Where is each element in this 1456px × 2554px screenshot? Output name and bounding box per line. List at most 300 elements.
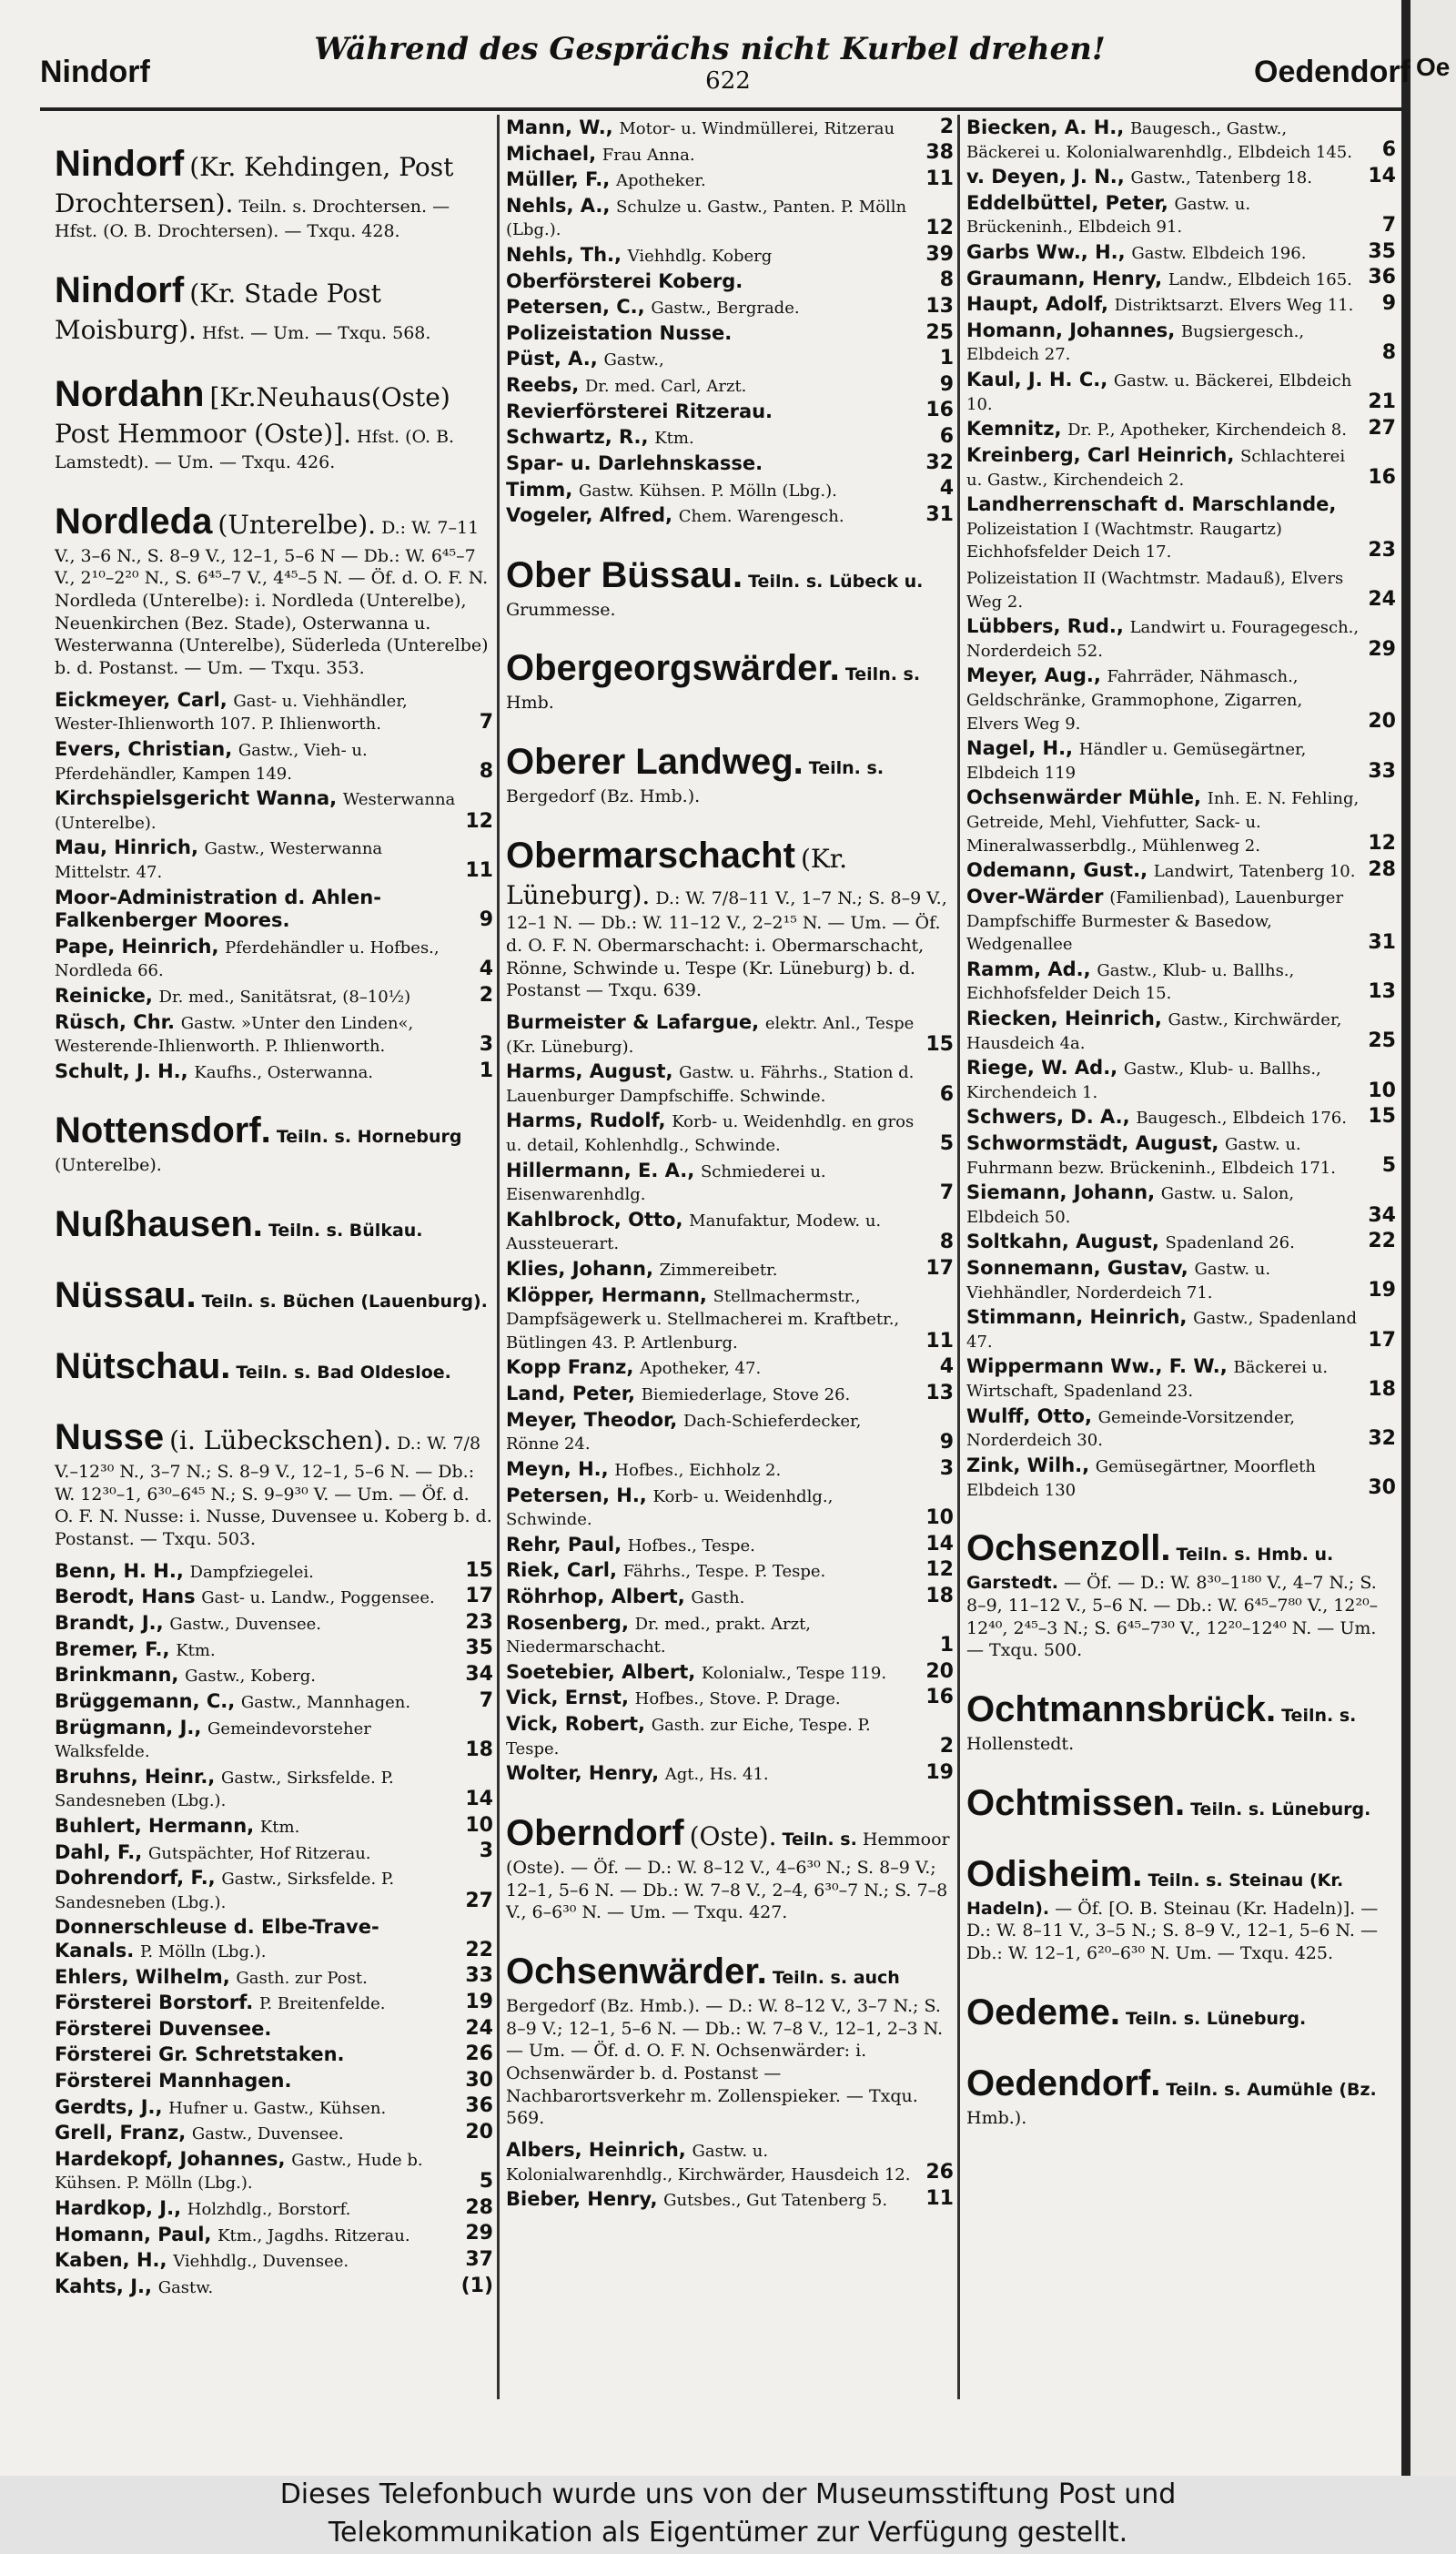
subscriber-name: Homann, Paul,	[55, 2223, 212, 2245]
subscriber-name: Lübbers, Rud.,	[966, 615, 1124, 638]
subscriber-entry	[55, 787, 493, 834]
phone-number: 22	[1368, 1230, 1396, 1253]
column-1	[55, 117, 493, 2302]
subscriber-details: Gemeindevorsteher Walksfelde.	[55, 1718, 371, 1762]
subscriber-name: Wolter, Henry,	[506, 1762, 660, 1785]
subscriber-entry	[966, 615, 1396, 662]
subscriber-name: Haupt, Adolf,	[966, 293, 1108, 316]
subscriber-entry	[966, 444, 1396, 491]
subscriber-name: Nehls, Th.,	[506, 244, 622, 267]
phone-number: 15	[465, 1558, 493, 1582]
subscriber-entry	[55, 1815, 493, 1839]
subscriber-name: Klies, Johann,	[506, 1258, 653, 1281]
subscriber-name: Oberförsterei Koberg.	[506, 269, 743, 292]
place-details: — Öf. — D.: W. 8³⁰–1¹⁸⁰ V., 4–7 N.; S. 8–9, 11–12 V., 5–6 N. — Db.: W. 6⁴⁵–7⁸⁰ V., 12²⁰–12⁴⁰, 2⁴⁵–3 N.; S. 6⁴⁵–7³⁰ V., 12²⁰–12⁴⁰ N. — Um. — Txqu. 500.	[966, 1573, 1379, 1661]
subscriber-name: Hardkop, J.,	[55, 2197, 182, 2220]
subscriber-entry	[966, 1405, 1396, 1452]
phone-number: 7	[1381, 214, 1396, 238]
subscriber-entry	[55, 1766, 493, 1812]
place-reference: Teiln. s.	[808, 758, 885, 779]
subscriber-name: Kopp Franz,	[506, 1356, 634, 1379]
subscriber-name: Kaben, H.,	[55, 2249, 167, 2272]
subscriber-details: Gastw., Vieh- u. Pferdehändler, Kampen 149.	[55, 740, 368, 784]
subscriber-name: Kreinberg, Carl Heinrich,	[966, 443, 1235, 466]
place-name: Nusse	[55, 1417, 165, 1458]
subscriber-entry	[55, 689, 493, 735]
subscriber-details: Biemiederlage, Stove 26.	[641, 1385, 851, 1405]
place-name: Oedeme.	[966, 1992, 1120, 2032]
subscriber-name: Landherrenschaft d. Marschlande,	[966, 493, 1337, 516]
subscriber-name: Wulff, Otto,	[966, 1404, 1092, 1427]
phone-number: 10	[1368, 1079, 1396, 1102]
phone-number: 31	[925, 502, 954, 526]
subscriber-entry	[966, 117, 1396, 163]
phone-number: 28	[1368, 858, 1396, 882]
phone-number: 29	[465, 2222, 493, 2245]
place-details: Grummesse.	[506, 599, 616, 620]
next-page-edge-label: Oe	[1416, 53, 1451, 81]
subscriber-details: Kaufhs., Osterwanna.	[194, 1062, 374, 1082]
place-reference: Teiln. s. auch	[772, 1967, 900, 1988]
subscriber-entry	[55, 1916, 493, 1962]
subscriber-entry	[506, 1687, 954, 1710]
subscriber-name: Bremer, F.,	[55, 1637, 170, 1660]
place-name: Ochsenwärder.	[506, 1951, 767, 1992]
subscriber-details: Gastw. u. Kolonialwarenhdlg., Kirchwärder, Hausdeich 12.	[506, 2142, 911, 2184]
subscriber-details: Gast- u. Viehhändler, Wester-Ihlienworth 107. P. Ihlienworth.	[55, 691, 408, 735]
subscriber-details: Apotheker, 47.	[640, 1359, 762, 1379]
phone-number: 19	[1368, 1279, 1396, 1302]
phone-number: 12	[465, 809, 493, 833]
place-name: Nütschau.	[55, 1346, 231, 1387]
place-details: Bergedorf (Bz. Hmb.). — D.: W. 8–12 V., 3–7 N.; S. 8–9 V.; 12–1, 5–6 N. — Db.: W. 7–8 V., 12–1, 2–3 N. — Um. — Öf. d. O. F. N. Ochsenwärder: i. Ochsenwärder b. d. Postanst — Nachbarortsverkehr m. Zollenspieker. — Txqu. 569.	[506, 1995, 944, 2129]
place-name: Nordahn	[55, 374, 205, 415]
phone-number: 8	[939, 269, 954, 292]
subscriber-name: Riege, W. Ad.,	[966, 1057, 1118, 1079]
phone-number: 18	[925, 1584, 954, 1607]
place-heading	[966, 1850, 1396, 1965]
phone-number: 3	[939, 1456, 954, 1480]
phone-number: 6	[939, 425, 954, 449]
place-reference: Teiln. s.	[1281, 1705, 1357, 1726]
phone-number: 3	[479, 1032, 493, 1056]
subscriber-entry	[966, 192, 1396, 238]
place-reference: Teiln. s. Lüneburg.	[1190, 1799, 1371, 1819]
subscriber-name: Eddelbüttel, Peter,	[966, 191, 1168, 214]
subscriber-details: Gastw., Mannhagen.	[240, 1692, 411, 1712]
place-heading	[506, 1809, 954, 1924]
subscriber-entry	[506, 1586, 954, 1609]
subscriber-name: Schwormstädt, August,	[966, 1131, 1219, 1154]
phone-number: 23	[1368, 539, 1396, 562]
subscriber-entry	[506, 117, 954, 140]
subscriber-details: Gastw.	[157, 2277, 214, 2297]
phone-number: 32	[1368, 1427, 1396, 1451]
subscriber-details: Dr. med., prakt. Arzt, Niedermarschacht.	[506, 1614, 812, 1657]
footer-credit	[0, 2476, 1456, 2554]
subscriber-name: Mau, Hinrich,	[55, 836, 198, 859]
subscriber-entry	[506, 1160, 954, 1206]
subscriber-details: Baugesch., Gastw., Bäckerei u. Kolonialwarenhdlg., Elbdeich 145.	[966, 119, 1352, 162]
header-left-keyword: Nindorf	[40, 55, 150, 89]
subscriber-details: P. Mölln (Lbg.).	[139, 1942, 267, 1961]
subscriber-details: Gemeinde-Vorsitzender, Norderdeich 30.	[966, 1407, 1295, 1451]
subscriber-entry	[506, 1383, 954, 1406]
place-name: Nindorf	[55, 144, 185, 184]
place-heading	[966, 1989, 1396, 2036]
phone-number: 4	[939, 477, 954, 501]
subscriber-entry	[55, 2070, 493, 2093]
subscriber-entry	[966, 166, 1396, 189]
phone-number: 27	[1368, 417, 1396, 441]
place-district: (Unterelbe).	[217, 509, 377, 540]
phone-number: 4	[479, 958, 493, 981]
header-notice: Während des Gesprächs nicht Kurbel drehen!	[314, 31, 1106, 67]
subscriber-entry	[506, 479, 954, 502]
subscriber-entry	[506, 1485, 954, 1531]
subscriber-name: Rosenberg,	[506, 1611, 629, 1634]
place-heading	[966, 1779, 1396, 1827]
subscriber-entry	[506, 195, 954, 241]
subscriber-details: Agt., Hs. 41.	[664, 1765, 769, 1785]
subscriber-entry	[506, 452, 954, 476]
subscriber-details: Gastw. »Unter den Linden«, Westerende-Ihlienworth. P. Ihlienworth.	[55, 1013, 414, 1057]
subscriber-details: Dr. P., Apotheker, Kirchendeich 8.	[1067, 421, 1347, 441]
subscriber-name: Kaul, J. H. C.,	[966, 369, 1108, 391]
subscriber-name: Buhlert, Hermann,	[55, 1814, 255, 1837]
subscriber-name: Zink, Wilh.,	[966, 1454, 1090, 1476]
subscriber-name: Hillermann, E. A.,	[506, 1159, 695, 1181]
subscriber-name: Klöpper, Hermann,	[506, 1283, 707, 1306]
subscriber-name: Odemann, Gust.,	[966, 859, 1148, 882]
subscriber-name: Biecken, A. H.,	[966, 117, 1125, 138]
subscriber-entry	[55, 2018, 493, 2042]
place-name: Oberer Landweg.	[506, 742, 804, 783]
subscriber-entry	[966, 1008, 1396, 1054]
subscriber-details: Schulze u. Gastw., Panten. P. Mölln (Lbg.).	[506, 197, 907, 240]
place-heading	[55, 1414, 493, 1551]
phone-number: 7	[479, 711, 493, 735]
subscriber-details: Fährhs., Tespe. P. Tespe.	[622, 1562, 826, 1582]
phone-number: 18	[465, 1738, 493, 1761]
subscriber-details: Ktm., Jagdhs. Ritzerau.	[217, 2225, 410, 2245]
subscriber-details: Motor- u. Windmüllerei, Ritzerau	[619, 119, 895, 138]
place-reference: Teiln. s. Horneburg	[276, 1127, 462, 1148]
phone-number: 22	[465, 1938, 493, 1961]
subscriber-name: Revierförsterei Ritzerau.	[506, 400, 774, 422]
subscriber-name: Benn, H. H.,	[55, 1559, 184, 1582]
subscriber-name: Burmeister & Lafargue,	[506, 1010, 760, 1033]
subscriber-details: Viehhdlg. Koberg	[627, 247, 773, 267]
subscriber-details: Landw., Elbdeich 165.	[1168, 269, 1352, 289]
place-details: D.: W. 7–11 V., 3–6 N., S. 8–9 V., 12–1, 5–6 N — Db.: W. 6⁴⁵–7 V., 2¹⁰–2²⁰ N., S. 6⁴⁵–7 V., 4⁴⁵–5 N. — Öf. d. O. F. N. Nordleda (Unterelbe): i. Nordleda (Unterelbe), Neuenkirchen (Bez. Stade), Osterwanna u. Westerwanna (Unterelbe), Süderleda (Unterelbe) b. d. Postanst. — Um. — Txqu. 353.	[55, 517, 489, 678]
subscriber-entry	[506, 400, 954, 424]
place-district: (Kr. Lüneburg).	[506, 843, 848, 910]
subscriber-details: Gastw. u. Brückeninh., Elbdeich 91.	[966, 194, 1251, 238]
subscriber-name: Kahlbrock, Otto,	[506, 1208, 683, 1231]
footer-line-2: Telekommunikation als Eigentümer zur Verfügung gestellt.	[328, 2517, 1128, 2549]
phone-number: 9	[1381, 292, 1396, 316]
subscriber-name: Vick, Robert,	[506, 1713, 646, 1736]
place-heading	[55, 140, 493, 243]
subscriber-name: Harms, Rudolf,	[506, 1110, 666, 1132]
subscriber-details: Korb- u. Weidenhdlg., Schwinde.	[506, 1486, 834, 1530]
subscriber-details: Gastw., Kirchwärder, Hausdeich 4a.	[966, 1009, 1342, 1053]
subscriber-details: Stellmachermstr., Dampfsägewerk u. Stellmacherei m. Kraftbetr., Bütlingen 43. P. Artlenburg.	[506, 1286, 900, 1353]
phone-number: 5	[1381, 1154, 1396, 1178]
phone-number: 12	[1368, 832, 1396, 856]
subscriber-name: Dahl, F.,	[55, 1840, 143, 1863]
subscriber-name: Harms, August,	[506, 1060, 673, 1083]
subscriber-entry	[966, 1181, 1396, 1228]
subscriber-entry	[966, 493, 1396, 563]
place-name: Ochtmissen.	[966, 1782, 1186, 1823]
phone-number: 16	[1368, 466, 1396, 490]
place-heading	[506, 1948, 954, 2130]
phone-number: 36	[1368, 266, 1396, 289]
subscriber-details: Ktm.	[259, 1817, 300, 1837]
phone-number: 24	[1368, 588, 1396, 612]
subscriber-details: Gastw. u. Fuhrmann bezw. Brückeninh., Elbdeich 171.	[966, 1134, 1336, 1178]
subscriber-name: Meyer, Aug.,	[966, 664, 1101, 687]
place-heading	[55, 498, 493, 680]
subscriber-entry	[55, 985, 493, 1008]
place-heading	[506, 644, 954, 715]
place-reference: Teiln. s. Aumühle (Bz.	[1166, 2079, 1377, 2100]
place-heading	[966, 1686, 1396, 1756]
subscriber-entry	[55, 1992, 493, 2015]
subscriber-details: Distriktsarzt. Elvers Weg 11.	[1114, 296, 1354, 316]
subscriber-entry	[966, 664, 1396, 735]
subscriber-entry	[55, 1586, 493, 1609]
subscriber-details: Gastw., Westerwanna Mittelstr. 47.	[55, 839, 383, 882]
subscriber-details: Zimmereibetr.	[659, 1261, 778, 1281]
place-heading	[55, 267, 493, 347]
subscriber-details: Chem. Warengesch.	[678, 507, 844, 527]
subscriber-entry	[55, 2043, 493, 2067]
subscriber-name: Ehlers, Wilhelm,	[55, 1965, 230, 1988]
phone-number: 38	[925, 141, 954, 165]
subscriber-details: (Familienbad), Lauenburger Dampfschiffe Burmester & Basedow, Wedgenallee	[966, 887, 1344, 955]
place-heading	[55, 1272, 493, 1319]
phone-number: 23	[465, 1610, 493, 1634]
subscriber-entry	[55, 2122, 493, 2145]
subscriber-name: Soltkahn, August,	[966, 1231, 1159, 1253]
phone-number: 33	[1368, 759, 1396, 783]
place-details: Hemmoor (Oste). — Öf. — D.: W. 8–12 V., 4–6³⁰ N.; S. 8–9 V.; 12–1, 5–6 N. — Db.: W. 7–8 V., 2–4, 6³⁰–7 N.; S. 7–8 V., 6–6³⁰ N. — Um. — Txqu. 427.	[506, 1829, 950, 1923]
subscriber-details: Dr. med., Sanitätsrat, (8–10½)	[158, 987, 411, 1007]
phone-number: 15	[925, 1033, 954, 1057]
subscriber-entry	[506, 270, 954, 294]
place-heading	[506, 552, 954, 622]
subscriber-name: Bruhns, Heinr.,	[55, 1765, 216, 1788]
place-heading	[966, 1525, 1396, 1662]
footer-line-1: Dieses Telefonbuch wurde uns von der Museumsstiftung Post und	[279, 2478, 1177, 2510]
subscriber-entry	[506, 1409, 954, 1455]
subscriber-name: Polizeistation Nusse.	[506, 321, 733, 344]
phone-number: 2	[939, 115, 954, 138]
subscriber-entry	[966, 1454, 1396, 1501]
subscriber-name: Evers, Christian,	[55, 737, 233, 760]
subscriber-details: Ktm.	[654, 429, 694, 449]
subscriber-entry	[506, 1011, 954, 1058]
column-divider	[957, 115, 960, 2399]
phone-number: 30	[465, 2068, 493, 2092]
phone-number: 20	[465, 2121, 493, 2144]
subscriber-name: Schwartz, R.,	[506, 426, 649, 449]
subscriber-entry	[506, 296, 954, 319]
subscriber-entry	[55, 1011, 493, 1058]
place-details: Bergedorf (Bz. Hmb.).	[506, 786, 701, 807]
subscriber-entry	[966, 1106, 1396, 1130]
subscriber-name: Försterei Borstorf.	[55, 1992, 254, 2014]
place-heading	[55, 1343, 493, 1390]
phone-number: 11	[925, 2187, 954, 2211]
subscriber-entry	[966, 786, 1396, 856]
subscriber-entry	[55, 2096, 493, 2120]
place-district: (Kr. Stade Post Moisburg).	[55, 279, 381, 346]
subscriber-details: Gastw., Duvensee.	[169, 1615, 322, 1635]
subscriber-entry	[506, 1559, 954, 1583]
subscriber-entry	[966, 958, 1396, 1005]
subscriber-entry	[506, 244, 954, 268]
subscriber-name: Müller, F.,	[506, 168, 611, 191]
phone-number: 11	[925, 1329, 954, 1353]
subscriber-details: Viehhdlg., Duvensee.	[173, 2252, 349, 2272]
phone-number: 34	[1368, 1203, 1396, 1227]
subscriber-name: Röhrhop, Albert,	[506, 1585, 685, 1607]
subscriber-name: Försterei Gr. Schretstaken.	[55, 2043, 345, 2066]
phone-number: 1	[939, 1633, 954, 1657]
subscriber-details: Gastw., Sirksfelde. P. Sandesneben (Lbg.).	[55, 1768, 394, 1811]
subscriber-details: Polizeistation I (Wachtmstr. Raugartz) Eichhofsfelder Deich 17.	[966, 519, 1282, 562]
subscriber-details: Dampfziegelei.	[189, 1562, 314, 1582]
subscriber-entry	[55, 1717, 493, 1763]
place-details: Hmb.	[506, 693, 554, 714]
phone-number: 28	[465, 2195, 493, 2219]
place-reference: Teiln. s. Lübeck u.	[748, 571, 924, 592]
subscriber-details: Baugesch., Elbdeich 176.	[1136, 1109, 1347, 1129]
subscriber-name: Meyer, Theodor,	[506, 1408, 678, 1431]
subscriber-details: Spadenland 26.	[1165, 1233, 1295, 1253]
next-page-edge	[1401, 0, 1456, 2476]
subscriber-details: Polizeistation II (Wachtmstr. Madauß), Elvers Weg 2.	[966, 568, 1344, 612]
subscriber-entry	[506, 1762, 954, 1786]
page-number: 622	[705, 67, 751, 95]
place-heading	[506, 738, 954, 808]
subscriber-entry	[55, 836, 493, 883]
subscriber-entry	[966, 1257, 1396, 1303]
place-details: Teiln. s. Drochtersen. — Hfst. (O. B. Drochtersen). — Txqu. 428.	[55, 197, 450, 242]
subscriber-details: Hofbes., Stove. P. Drage.	[634, 1689, 841, 1709]
subscriber-entry	[506, 2139, 954, 2185]
phone-number: 32	[925, 451, 954, 474]
phone-number: 33	[465, 1964, 493, 1988]
place-details: D.: W. 7/8–11 V., 1–7 N.; S. 8–9 V., 12–1 N. — Db.: W. 11–12 V., 2–2¹⁵ N. — Um. — Öf. d. O. F. N. Obermarschacht: i. Obermarschacht, Rönne, Schwinde u. Tespe (Kr. Lüneburg) b. d. Postanst — Txqu. 639.	[506, 887, 947, 1001]
subscriber-details: Korb- u. Weidenhdlg. en gros u. detail, Kohlenhdlg., Schwinde.	[506, 1112, 915, 1155]
subscriber-name: v. Deyen, J. N.,	[966, 166, 1125, 188]
place-reference: Teiln. s. Bad Oldesloe.	[236, 1363, 451, 1383]
column-2	[506, 117, 954, 2214]
phone-number: 31	[1368, 930, 1396, 954]
subscriber-details: Schlachterei u. Gastw., Kirchendeich 2.	[966, 446, 1346, 490]
subscriber-entry	[55, 1664, 493, 1687]
subscriber-entry	[966, 418, 1396, 441]
place-district: (Oste).	[689, 1820, 777, 1851]
subscriber-details: Gastw., Sirksfelde. P. Sandesneben (Lbg.).	[55, 1870, 395, 1912]
subscriber-name: Reebs,	[506, 374, 580, 397]
subscriber-details: Gasth.	[691, 1587, 745, 1607]
subscriber-details: Kolonialw., Tespe 119.	[701, 1663, 887, 1683]
phone-number: 24	[465, 2016, 493, 2040]
subscriber-entry	[55, 1966, 493, 1990]
phone-number: 13	[925, 295, 954, 319]
subscriber-details: Gastw., Bergrade.	[651, 299, 800, 319]
subscriber-name: Rehr, Paul,	[506, 1533, 622, 1556]
subscriber-entry	[55, 2148, 493, 2194]
phone-number: 17	[1368, 1328, 1396, 1352]
phone-number: 39	[925, 242, 954, 266]
place-name: Obergeorgswärder.	[506, 648, 840, 689]
subscriber-name: Riek, Carl,	[506, 1559, 617, 1582]
phone-number: (1)	[460, 2274, 493, 2297]
phone-number: 35	[465, 1637, 493, 1660]
subscriber-details: Westerwanna (Unterelbe).	[55, 790, 456, 833]
place-reference: Teiln. s. Lüneburg.	[1126, 2008, 1307, 2029]
subscriber-entry	[966, 241, 1396, 265]
place-name: Oedendorf.	[966, 2062, 1161, 2103]
subscriber-name: Donnerschleuse d. Elbe-Trave-Kanals.	[55, 1916, 379, 1961]
subscriber-name: Schult, J. H.,	[55, 1059, 188, 1082]
phone-number: 10	[925, 1505, 954, 1529]
subscriber-name: Dohrendorf, F.,	[55, 1867, 216, 1890]
phone-number: 1	[479, 1059, 493, 1082]
subscriber-details: Landwirt u. Fouragegesch., Norderdeich 52.	[966, 618, 1360, 661]
subscriber-entry	[55, 2197, 493, 2221]
subscriber-name: Vogeler, Alfred,	[506, 504, 673, 527]
subscriber-entry	[506, 1534, 954, 1557]
subscriber-entry	[55, 1638, 493, 1662]
phone-number: 7	[479, 1688, 493, 1712]
place-name: Nußhausen.	[55, 1204, 263, 1245]
phone-number: 15	[1368, 1105, 1396, 1129]
subscriber-name: Brüggemann, C.,	[55, 1689, 236, 1712]
subscriber-name: Rüsch, Chr.	[55, 1010, 176, 1033]
subscriber-entry	[966, 293, 1396, 317]
subscriber-name: Ochsenwärder Mühle,	[966, 786, 1202, 809]
subscriber-entry	[966, 1231, 1396, 1254]
phone-number: 3	[479, 1839, 493, 1863]
subscriber-name: Püst, A.,	[506, 348, 598, 370]
phone-number: 16	[925, 1686, 954, 1709]
subscriber-entry	[55, 887, 493, 933]
subscriber-details: Gast- u. Landw., Poggensee.	[201, 1588, 435, 1608]
subscriber-details: Gastw. u. Bäckerei, Elbdeich 10.	[966, 371, 1352, 414]
place-name: Obermarschacht	[506, 835, 795, 876]
subscriber-details: Hofbes., Tespe.	[627, 1535, 755, 1556]
subscriber-details: Gasth. zur Eiche, Tespe. P. Tespe.	[506, 1716, 871, 1758]
phone-number: 26	[465, 2042, 493, 2066]
subscriber-name: Gerdts, J.,	[55, 2095, 163, 2118]
subscriber-details: Gutspächter, Hof Ritzerau.	[147, 1843, 371, 1863]
subscriber-details: Dach-Schieferdecker, Rönne 24.	[506, 1411, 862, 1454]
subscriber-details: Gastw. Kühsen. P. Mölln (Lbg.).	[578, 481, 837, 501]
subscriber-details: Gasth. zur Post.	[236, 1968, 368, 1988]
place-district: [Kr.Neuhaus(Oste) Post Hemmoor (Oste)].	[55, 382, 450, 450]
subscriber-entry	[966, 1057, 1396, 1103]
place-district: (Kr. Kehdingen, Post Drochtersen).	[55, 152, 454, 218]
subscriber-name: Soetebier, Albert,	[506, 1660, 696, 1683]
